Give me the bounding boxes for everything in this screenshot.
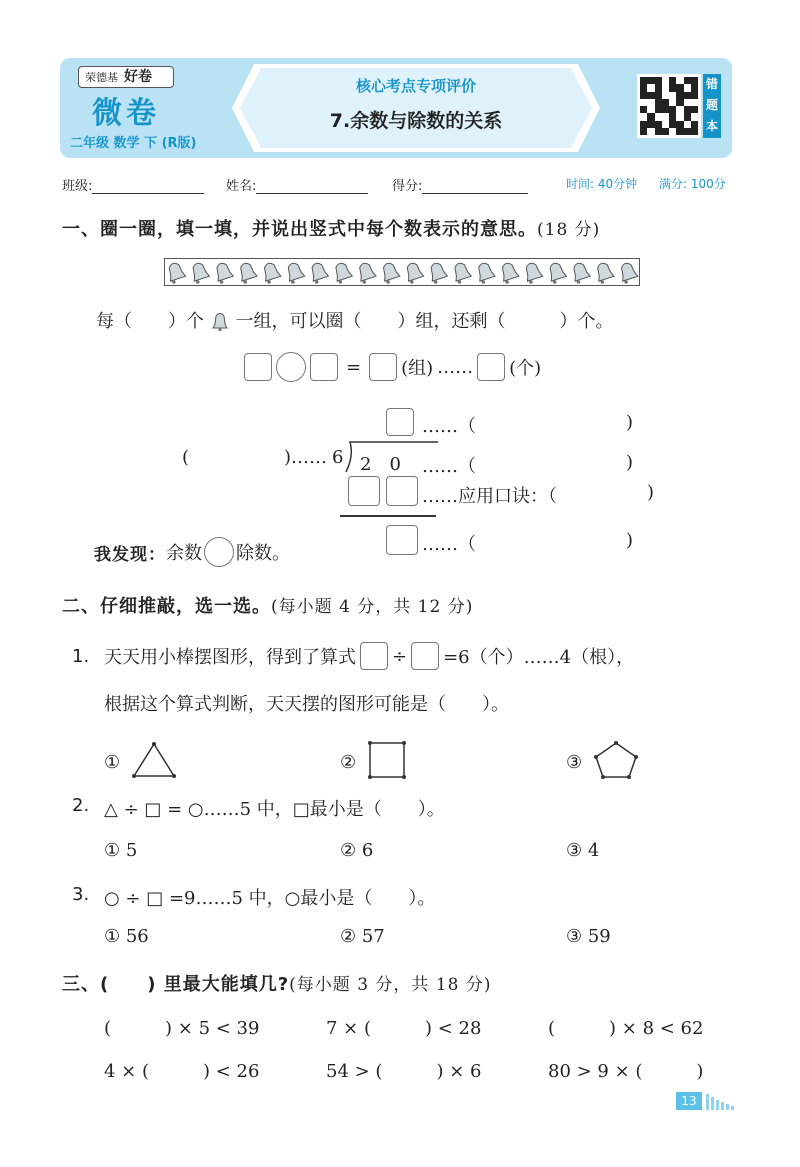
- page-number: 13: [676, 1092, 702, 1110]
- q2-option-3[interactable]: ③ 4: [566, 840, 600, 861]
- series-title: 微卷: [92, 96, 160, 131]
- equation-row: = (组) …… (个): [244, 352, 541, 382]
- answer-box[interactable]: [244, 353, 272, 381]
- brand-logo: [78, 66, 174, 88]
- question-1-line-2: 根据这个算式判断，天天摆的图形可能是（ ）。: [104, 694, 509, 715]
- quotient-label: ……（: [422, 416, 476, 437]
- question-3: 3. ○ ÷ □ =9……5 中，○最小是（ ）。: [72, 884, 436, 909]
- brand-name: 荣德基: [85, 71, 118, 84]
- q2-option-2[interactable]: ② 6: [340, 840, 374, 861]
- class-field: 班级:: [62, 175, 204, 194]
- answer-box[interactable]: [360, 642, 388, 670]
- answer-box[interactable]: [477, 353, 505, 381]
- s3-item[interactable]: ( ) × 8 < 62: [548, 1018, 704, 1039]
- s3-item[interactable]: 80 > 9 × ( ): [548, 1061, 704, 1082]
- division-line: [340, 515, 436, 517]
- bell-row: [164, 258, 640, 286]
- product-box[interactable]: [348, 476, 380, 506]
- page-bars-icon: [706, 1094, 740, 1110]
- brand-tag: 好卷: [124, 69, 152, 85]
- triangle-icon: [130, 740, 178, 780]
- dividend: 2 0: [360, 454, 401, 475]
- bell-icon: [210, 309, 230, 331]
- compare-circle[interactable]: [204, 537, 234, 567]
- q1-option-2[interactable]: ②: [340, 740, 410, 780]
- q3-option-2[interactable]: ② 57: [340, 926, 385, 947]
- answer-box[interactable]: [411, 642, 439, 670]
- s3-item[interactable]: 7 × ( ) < 28: [326, 1018, 482, 1039]
- question-2: 2. △ ÷ □ = ○……5 中，□最小是（ ）。: [72, 795, 445, 820]
- grade-label: 二年级 数学 下 (R版): [70, 136, 197, 151]
- q1-option-3[interactable]: ③: [566, 740, 640, 780]
- pentagon-icon: [592, 740, 640, 780]
- bell-strip: [164, 258, 640, 286]
- full-score: 满分: 100分: [659, 177, 726, 191]
- answer-box[interactable]: [310, 353, 338, 381]
- page-title: 7.余数与除数的关系: [329, 110, 503, 132]
- s3-item[interactable]: ( ) × 5 < 39: [104, 1018, 260, 1039]
- remainder-box[interactable]: [386, 525, 418, 555]
- s3-item[interactable]: 4 × ( ) < 26: [104, 1061, 260, 1082]
- subtitle: 核心考点专项评价: [355, 77, 476, 95]
- time-limit: 时间: 40分钟: [566, 177, 638, 191]
- q1-option-1[interactable]: ①: [104, 740, 178, 780]
- section-1-heading: 一、圈一圈，填一填，并说出竖式中每个数表示的意思。(18 分): [62, 219, 601, 240]
- product-box[interactable]: [386, 476, 418, 506]
- score-field: 得分:: [392, 175, 528, 194]
- qr-code-icon[interactable]: [637, 74, 701, 138]
- operator-circle[interactable]: [276, 352, 306, 382]
- s3-item[interactable]: 54 > ( ) × 6: [326, 1061, 482, 1082]
- s1-line-1: 每（ ）个 一组，可以圈（ ）组，还剩（ ）个。: [96, 311, 614, 332]
- q2-option-1[interactable]: ① 5: [104, 840, 138, 861]
- bell-frame: [165, 259, 640, 286]
- section-3-heading: 三、( ) 里最大能填几?(每小题 3 分，共 18 分): [62, 974, 492, 995]
- quotient-box[interactable]: [386, 408, 414, 436]
- q3-option-3[interactable]: ③ 59: [566, 926, 611, 947]
- square-icon: [366, 740, 410, 780]
- divisor: 6: [332, 447, 344, 468]
- question-1-line-1: 1. 天天用小棒摆图形，得到了算式 ÷ =6（个）……4（根），: [72, 642, 634, 670]
- error-book-tag: 错 题 本: [703, 74, 721, 138]
- discover-line: 我发现： 余数 除数。: [94, 537, 290, 567]
- name-field: 姓名:: [226, 175, 368, 194]
- q3-option-1[interactable]: ① 56: [104, 926, 149, 947]
- answer-box[interactable]: [369, 353, 397, 381]
- section-2-heading: 二、仔细推敲，选一选。(每小题 4 分，共 12 分): [62, 596, 474, 617]
